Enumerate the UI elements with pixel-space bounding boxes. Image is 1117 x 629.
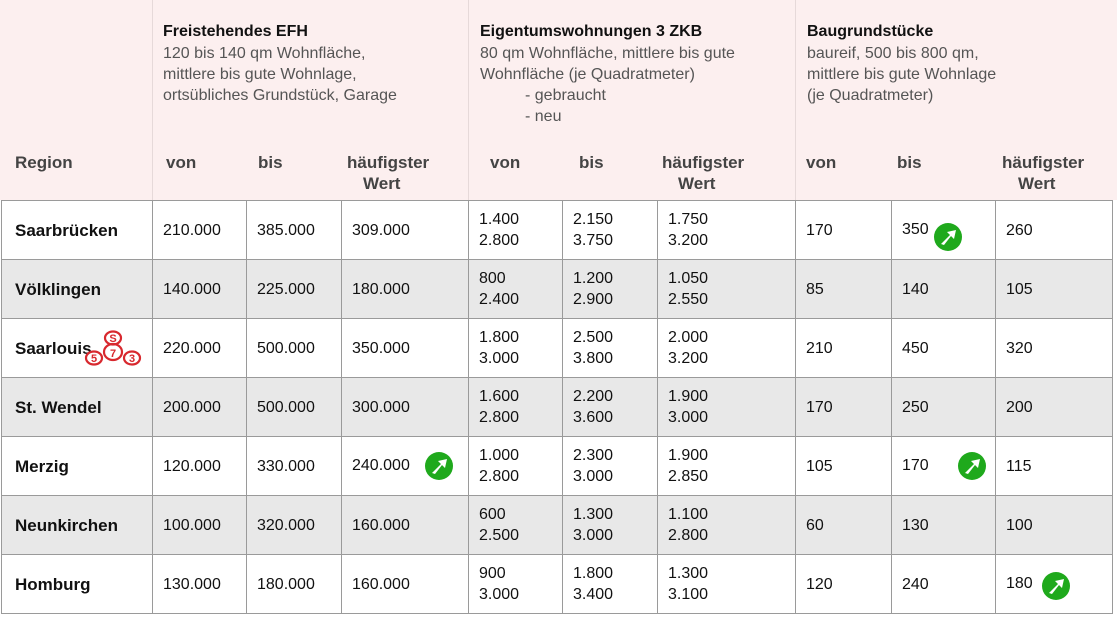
etw-neu: 2.800 (479, 468, 520, 485)
header-line: Wert (363, 174, 401, 193)
etw-neu: 2.850 (668, 468, 709, 485)
group-desc-efh (163, 43, 397, 106)
desc-line: Wohnfläche (je Quadratmeter) (480, 66, 695, 83)
etw-neu: 3.200 (668, 232, 709, 249)
desc-line: mittlere bis gute Wohnlage, (163, 66, 357, 83)
bau-bis (892, 201, 996, 260)
etw-bis (563, 201, 658, 260)
efh-von: 210.000 (153, 201, 247, 260)
etw-neu: 3.750 (573, 232, 614, 249)
efh-von: 120.000 (153, 437, 247, 496)
header-line: Wert (1018, 174, 1056, 193)
etw-neu: 3.000 (573, 527, 614, 544)
etw-bis (563, 319, 658, 378)
etw-neu: 3.000 (668, 409, 709, 426)
bau-von: 170 (796, 201, 892, 260)
bau-von: 60 (796, 496, 892, 555)
efh-bis: 330.000 (247, 437, 342, 496)
efh-bis: 320.000 (247, 496, 342, 555)
etw-gebraucht: 2.300 (573, 447, 614, 464)
etw-gebraucht: 2.500 (573, 329, 614, 346)
header-line: häufigster (662, 153, 745, 172)
value: 170 (902, 457, 929, 475)
desc-line: mittlere bis gute Wohnlage (807, 66, 997, 83)
efh-von: 100.000 (153, 496, 247, 555)
etw-bis (563, 496, 658, 555)
desc-sub-item: - gebraucht (525, 87, 606, 104)
desc-line: (je Quadratmeter) (807, 87, 934, 104)
etw-neu: 2.800 (668, 527, 709, 544)
saarlouis-logo-icon (84, 329, 142, 367)
region-name: Saarbrücken (2, 201, 153, 260)
group-title-etw: Eigentumswohnungen 3 ZKB (480, 23, 703, 40)
bau-von: 85 (796, 260, 892, 319)
svg-text:3: 3 (128, 353, 136, 365)
etw-neu: 2.400 (479, 291, 520, 308)
bau-von: 170 (796, 378, 892, 437)
etw-von (469, 201, 563, 260)
header-divider (795, 0, 796, 200)
bau-haeufig: 200 (996, 378, 1113, 437)
etw-gebraucht: 600 (479, 506, 506, 523)
efh-von: 200.000 (153, 378, 247, 437)
efh-bis: 500.000 (247, 319, 342, 378)
bau-bis: 240 (892, 555, 996, 614)
etw-gebraucht: 1.200 (573, 270, 614, 287)
bau-bis: 130 (892, 496, 996, 555)
etw-gebraucht: 1.000 (479, 447, 520, 464)
group-desc-etw (480, 43, 735, 127)
etw-gebraucht: 2.200 (573, 388, 614, 405)
desc-line: 120 bis 140 qm Wohnfläche, (163, 45, 366, 62)
bau-von: 210 (796, 319, 892, 378)
bau-von: 120 (796, 555, 892, 614)
desc-sub-item: - neu (525, 108, 562, 125)
region-name: Völklingen (2, 260, 153, 319)
table-row (2, 260, 1113, 319)
etw-von (469, 555, 563, 614)
column-header-region: Region (15, 153, 73, 172)
efh-von: 130.000 (153, 555, 247, 614)
value: 240.000 (352, 457, 410, 475)
etw-bis (563, 260, 658, 319)
svg-text:5: 5 (90, 353, 98, 365)
etw-gebraucht: 2.150 (573, 211, 614, 228)
column-header-haeufigster-wert (1002, 152, 1098, 194)
column-header-bis: bis (258, 153, 283, 172)
column-header-von: von (166, 153, 197, 172)
value: 180 (1006, 575, 1033, 593)
etw-haeufig (658, 555, 796, 614)
efh-haeufig: 160.000 (342, 555, 469, 614)
group-title-efh: Freistehendes EFH (163, 23, 308, 40)
etw-haeufig (658, 496, 796, 555)
etw-gebraucht: 800 (479, 270, 506, 287)
value: 350 (902, 221, 929, 239)
etw-neu: 3.000 (479, 350, 520, 367)
efh-haeufig: 300.000 (342, 378, 469, 437)
bau-von: 105 (796, 437, 892, 496)
etw-bis (563, 437, 658, 496)
svg-text:S: S (109, 333, 117, 345)
etw-haeufig (658, 437, 796, 496)
etw-von (469, 496, 563, 555)
table-row (2, 319, 1113, 378)
header-line: Wert (678, 174, 716, 193)
table-row (2, 201, 1113, 260)
bau-bis: 140 (892, 260, 996, 319)
svg-text:7: 7 (109, 348, 117, 360)
bau-haeufig: 100 (996, 496, 1113, 555)
efh-bis: 180.000 (247, 555, 342, 614)
efh-bis: 385.000 (247, 201, 342, 260)
etw-neu: 3.800 (573, 350, 614, 367)
header-line: häufigster (347, 153, 430, 172)
etw-gebraucht: 1.800 (573, 565, 614, 582)
table-row (2, 437, 1113, 496)
etw-von (469, 437, 563, 496)
efh-haeufig: 350.000 (342, 319, 469, 378)
region-name: Homburg (2, 555, 153, 614)
etw-neu: 3.600 (573, 409, 614, 426)
etw-neu: 3.200 (668, 350, 709, 367)
table-row (2, 378, 1113, 437)
etw-haeufig (658, 260, 796, 319)
etw-bis (563, 378, 658, 437)
etw-gebraucht: 1.100 (668, 506, 709, 523)
etw-gebraucht: 1.300 (668, 565, 709, 582)
etw-gebraucht: 1.600 (479, 388, 520, 405)
green-up-arrow-icon (933, 222, 963, 252)
green-up-arrow-icon (424, 451, 454, 481)
etw-gebraucht: 1.400 (479, 211, 520, 228)
region-name (2, 319, 153, 378)
etw-gebraucht: 1.050 (668, 270, 709, 287)
efh-von: 140.000 (153, 260, 247, 319)
green-up-arrow-icon (957, 451, 987, 481)
bau-haeufig: 320 (996, 319, 1113, 378)
etw-neu: 2.800 (479, 409, 520, 426)
bau-bis (892, 437, 996, 496)
etw-gebraucht: 1.900 (668, 447, 709, 464)
table-row (2, 496, 1113, 555)
desc-line: 80 qm Wohnfläche, mittlere bis gute (480, 45, 735, 62)
etw-neu: 2.500 (479, 527, 520, 544)
efh-haeufig (342, 437, 469, 496)
bau-bis: 450 (892, 319, 996, 378)
region-name: St. Wendel (2, 378, 153, 437)
efh-bis: 225.000 (247, 260, 342, 319)
group-title-bau: Baugrundstücke (807, 23, 934, 40)
etw-neu: 3.000 (573, 468, 614, 485)
bau-haeufig: 105 (996, 260, 1113, 319)
region-label: Saarlouis (15, 338, 92, 358)
header-line: häufigster (1002, 153, 1085, 172)
column-header-haeufigster-wert (662, 152, 758, 194)
bau-haeufig (996, 555, 1113, 614)
efh-von: 220.000 (153, 319, 247, 378)
table-row (2, 555, 1113, 614)
desc-line: baureif, 500 bis 800 qm, (807, 45, 979, 62)
column-header-von: von (490, 153, 521, 172)
etw-neu: 2.800 (479, 232, 520, 249)
efh-haeufig: 309.000 (342, 201, 469, 260)
region-name: Neunkirchen (2, 496, 153, 555)
etw-haeufig (658, 378, 796, 437)
etw-gebraucht: 2.000 (668, 329, 709, 346)
bau-haeufig: 115 (996, 437, 1113, 496)
bau-bis: 250 (892, 378, 996, 437)
etw-gebraucht: 1.750 (668, 211, 709, 228)
etw-gebraucht: 1.300 (573, 506, 614, 523)
efh-haeufig: 180.000 (342, 260, 469, 319)
etw-neu: 3.000 (479, 586, 520, 603)
bau-haeufig: 260 (996, 201, 1113, 260)
etw-bis (563, 555, 658, 614)
etw-neu: 2.550 (668, 291, 709, 308)
column-header-von: von (806, 153, 837, 172)
efh-bis: 500.000 (247, 378, 342, 437)
etw-haeufig (658, 201, 796, 260)
column-header-bis: bis (897, 153, 922, 172)
region-name: Merzig (2, 437, 153, 496)
header-divider (152, 0, 153, 200)
etw-gebraucht: 1.900 (668, 388, 709, 405)
etw-von (469, 319, 563, 378)
group-desc-bau (807, 43, 996, 106)
etw-gebraucht: 1.800 (479, 329, 520, 346)
etw-von (469, 260, 563, 319)
etw-von (469, 378, 563, 437)
efh-haeufig: 160.000 (342, 496, 469, 555)
green-up-arrow-icon (1041, 571, 1071, 601)
etw-neu: 3.100 (668, 586, 709, 603)
header-divider (468, 0, 469, 200)
etw-gebraucht: 900 (479, 565, 506, 582)
etw-haeufig (658, 319, 796, 378)
column-header-bis: bis (579, 153, 604, 172)
etw-neu: 2.900 (573, 291, 614, 308)
etw-neu: 3.400 (573, 586, 614, 603)
desc-line: ortsübliches Grundstück, Garage (163, 87, 397, 104)
column-header-haeufigster-wert (347, 152, 443, 194)
data-table (1, 200, 1113, 614)
